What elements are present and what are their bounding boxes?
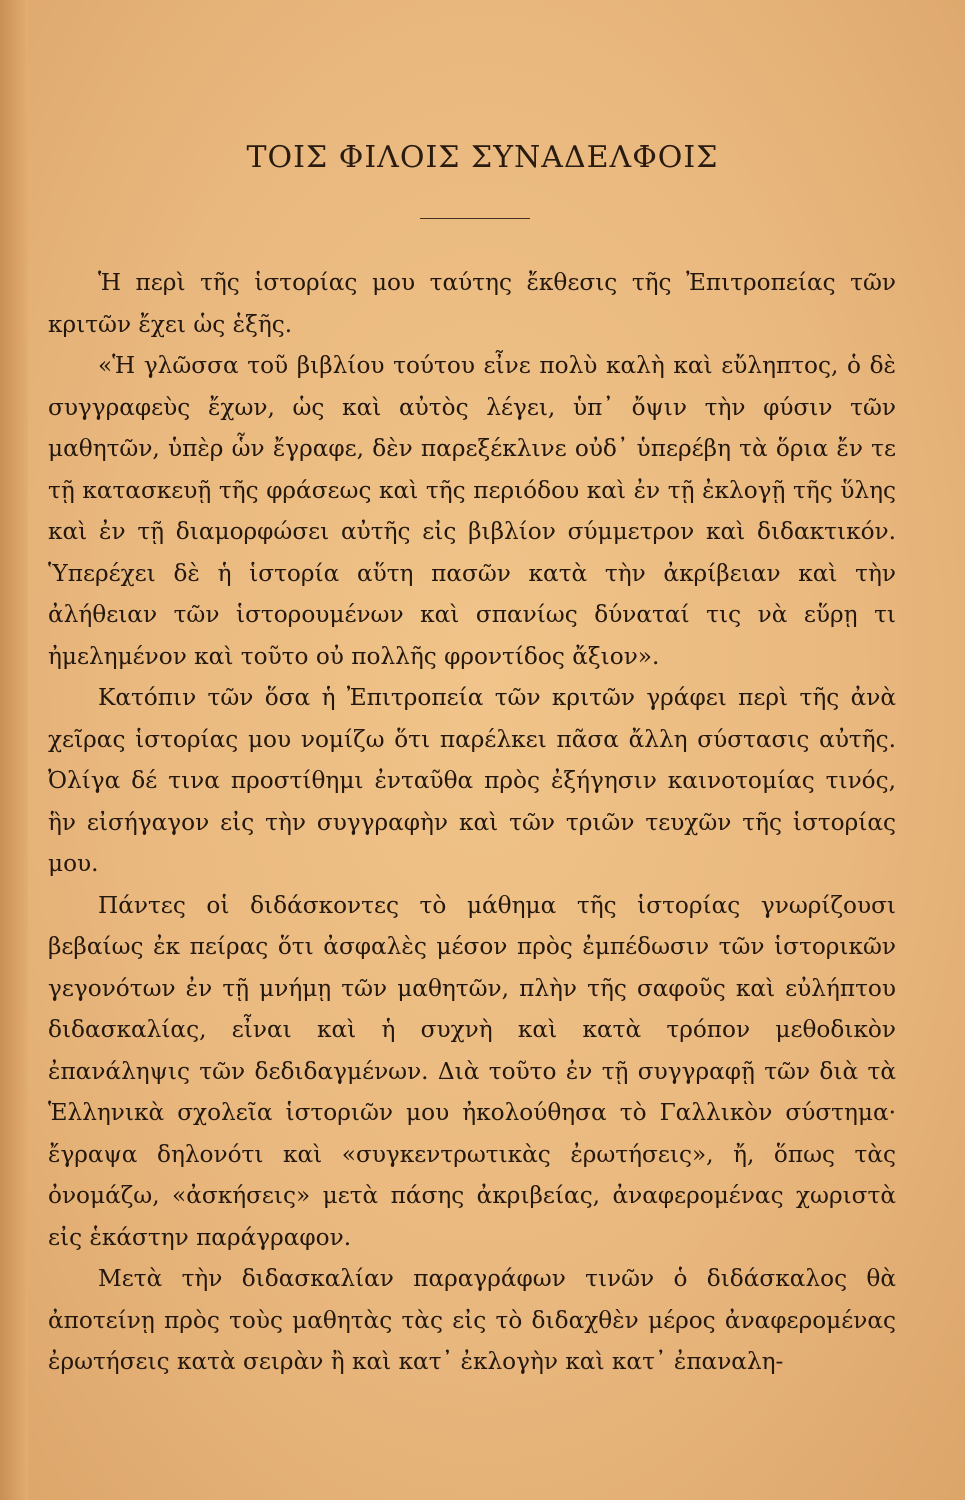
paragraph-1: Ἡ περὶ τῆς ἱστορίας μου ταύτης ἔκθεσις τῆς Ἐπιτροπείας τῶν κριτῶν ἔχει ὡς ἑξῆς. [48,269,896,338]
body-text [48,262,896,1383]
paragraph-3: Κατόπιν τῶν ὅσα ἡ Ἐπιτροπεία τῶν κριτῶν γράφει περὶ τῆς ἀνὰ χεῖρας ἱστορίας μου νομίζω ὅτι παρέλκει πᾶσα ἄλλη σύστασις αὐτῆς. Ὀλίγα δέ τινα προστίθημι ἐνταῦθα πρὸς ἐξήγησιν καινοτομίας τινός, ἣν εἰσήγαγον εἰς τὴν συγγραφὴν καὶ τῶν τριῶν τευχῶν τῆς ἱστορίας μου. [48,684,896,877]
page-title: ΤΟΙΣ ΦΙΛΟΙΣ ΣΥΝΑΔΕΛΦΟΙΣ [246,140,719,175]
paragraph-5: Μετὰ τὴν διδασκαλίαν παραγράφων τινῶν ὁ διδάσκαλος θὰ ἀποτείνῃ πρὸς τοὺς μαθητὰς τὰς εἰς τὸ διδαχθὲν μέρος ἀναφερομένας ἐρωτήσεις κατὰ σειρὰν ἢ καὶ κατ᾿ ἐκλογὴν καὶ κατ᾿ ἐπαναλη- [48,1265,896,1375]
paragraph-4: Πάντες οἱ διδάσκοντες τὸ μάθημα τῆς ἱστορίας γνωρίζουσι βεβαίως ἐκ πείρας ὅτι ἀσφαλὲς μέσον πρὸς ἐμπέδωσιν τῶν ἱστορικῶν γεγονότων ἐν τῇ μνήμῃ τῶν μαθητῶν, πλὴν τῆς σαφοῦς καὶ εὐλήπτου διδασκαλίας, εἶναι καὶ ἡ συχνὴ καὶ κατὰ τρόπον μεθοδικὸν ἐπανάληψις τῶν δεδιδαγμένων. Διὰ τοῦτο ἐν τῇ συγγραφῇ τῶν διὰ τὰ Ἑλληνικὰ σχολεῖα ἱστοριῶν μου ἠκολούθησα τὸ Γαλλικὸν σύστημα· ἔγραψα δηλονότι καὶ «συγκεντρωτικὰς ἐρωτήσεις», ἤ, ὅπως τὰς ὀνομάζω, «ἀσκήσεις» μετὰ πάσης ἀκριβείας, ἀναφερομένας χωριστὰ εἰς ἑκάστην παράγραφον. [48,891,896,1251]
paragraph-2-quotation: «Ἡ γλῶσσα τοῦ βιβλίου τούτου εἶνε πολὺ καλὴ καὶ εὔληπτος, ὁ δὲ συγγραφεὺς ἔχων, ὡς καὶ αὐτὸς λέγει, ὑπ᾿ ὄψιν τὴν φύσιν τῶν μαθητῶν, ὑπὲρ ὧν ἔγραφε, δὲν παρεξέκλινε οὐδ᾿ ὑπερέβη τὰ ὅρια ἔν τε τῇ κατασκευῇ τῆς φράσεως καὶ τῆς περιόδου καὶ ἐν τῇ ἐκλογῇ τῆς ὕλης καὶ ἐν τῇ διαμορφώσει αὐτῆς εἰς βιβλίον σύμμετρον καὶ διδακτικόν. Ὑπερέχει δὲ ἡ ἱστορία αὕτη πασῶν κατὰ τὴν ἀκρίβειαν καὶ τὴν ἀλήθειαν τῶν ἱστορουμένων καὶ σπανίως δύναταί τις νὰ εὕρῃ τι ἠμελημένον καὶ τοῦτο οὐ πολλῆς φροντίδος ἄξιον». [48,352,896,670]
page-edge-shadow [0,0,28,1500]
title-divider [420,218,530,219]
